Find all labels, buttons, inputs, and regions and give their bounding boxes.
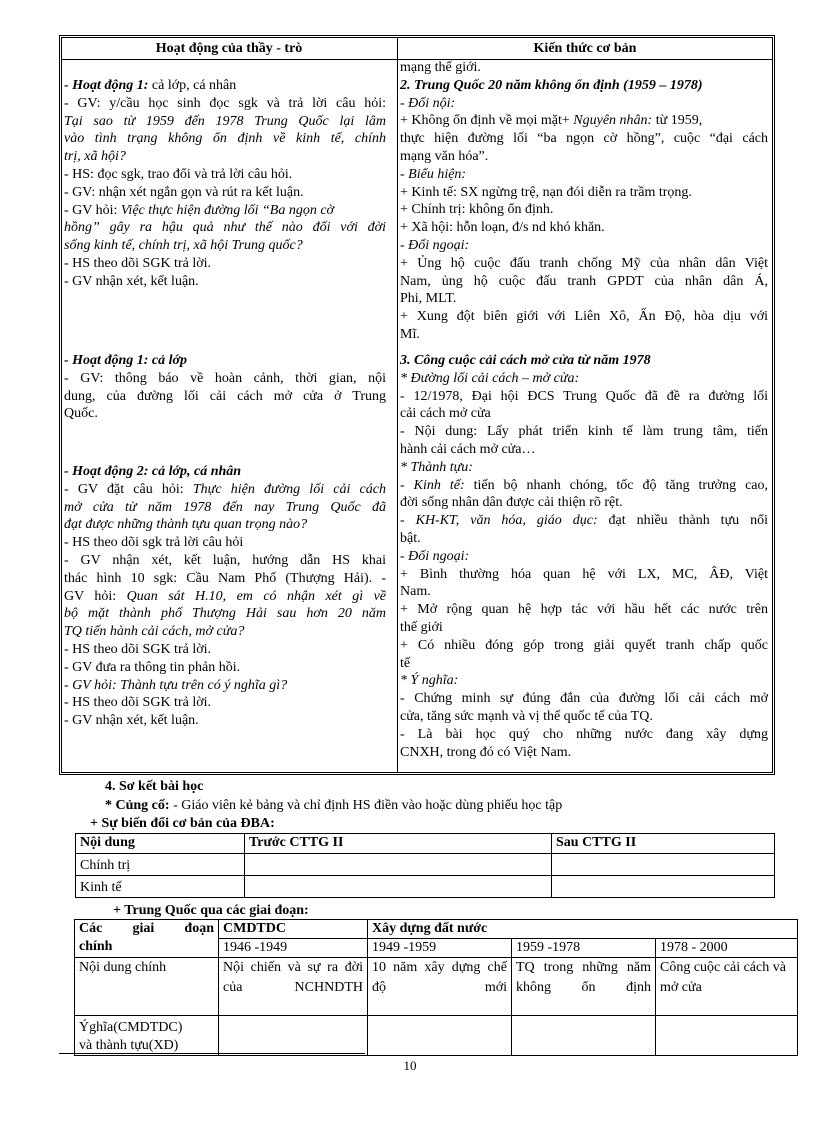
left-line: sống kinh tế, chính trị, xã hội Trung quốc? <box>64 238 303 254</box>
header-left: Hoạt động của thầy - trò <box>155 41 303 56</box>
right-line: * Đường lối cải cách – mở cửa: <box>400 370 580 386</box>
left-line: - GV đưa ra thông tin phản hồi. <box>64 659 241 675</box>
right-line: + Bình thường hóa quan hệ với LX, MC, ÂĐ, Việt <box>400 566 768 582</box>
empty-cell <box>552 854 775 876</box>
empty-cell <box>656 1016 798 1056</box>
right-line: tiến bộ nhanh chóng, tốc độ tăng trưởng cao, <box>464 477 768 493</box>
right-line: - 12/1978, Đại hội ĐCS Trung Quốc đã đề ra đường lối <box>400 388 768 404</box>
consolidate-text: - Giáo viên kẻ bảng và chỉ định HS điền vào hoặc dùng phiếu học tập <box>169 798 563 813</box>
table-row-label: Kinh tế <box>76 876 245 898</box>
table-cell-text: 10 năm xây dựng chế độ mới <box>372 960 507 995</box>
table-row-label <box>75 1016 219 1056</box>
left-line: - HS theo dõi SGK trả lời. <box>64 695 212 711</box>
right-line: tế <box>400 655 411 671</box>
period-cell: 1959 -1978 <box>512 939 656 958</box>
consolidate-line <box>105 797 562 815</box>
left-line: - GV: thông báo về hoàn cảnh, thời gian, nội <box>64 370 386 386</box>
dba-table <box>75 833 775 898</box>
table-header: Sau CTTG II <box>552 834 775 854</box>
table-cell <box>219 958 368 1016</box>
empty-cell <box>512 1016 656 1056</box>
right-line: CNXH, trong đó có Việt Nam. <box>400 744 572 760</box>
right-line: - Nội dung: Lấy phát triển kinh tế làm trung tâm, tiến <box>400 424 768 440</box>
table-header: Xây dựng đất nước <box>368 920 798 939</box>
right-line: Mĩ. <box>400 326 420 342</box>
right-line: Nguyên nhân: <box>573 113 653 129</box>
right-line: Nam, ủng hộ cuộc đấu tranh GPDT của nhân dân Á, <box>400 273 768 289</box>
left-line: đạt được những thành tựu quan trọng nào? <box>64 517 308 533</box>
left-line: trị, xã hội? <box>64 149 126 165</box>
period-cell: 1946 -1949 <box>219 939 368 958</box>
table-cell <box>512 958 656 1016</box>
right-line: - Đối ngoại: <box>400 237 470 253</box>
period-cell: 1949 -1959 <box>368 939 512 958</box>
right-line: * Thành tựu: <box>400 459 473 475</box>
right-line: - Đối nội: <box>400 95 456 111</box>
left-column-section-3 <box>64 463 386 730</box>
left-line: vào tình trạng không ổn định về kinh tế, chính <box>64 131 386 147</box>
activity-1-label: - Hoạt động 1: <box>64 78 149 93</box>
empty-cell <box>552 876 775 898</box>
left-line: - GV: nhận xét ngắn gọn và rút ra kết luận. <box>64 184 304 200</box>
left-line: - GV nhận xét, kết luận, hướng dẫn HS khai <box>64 552 386 568</box>
table-header-text: chính <box>79 939 113 954</box>
left-line: - GV nhận xét, kết luận. <box>64 713 199 729</box>
right-line: mạng văn hóa”. <box>400 148 489 164</box>
table-cell-text: TQ trong những năm không ổn định <box>516 960 651 995</box>
table-header-text: Các giai đoạn <box>79 921 214 936</box>
right-line: + Mở rộng quan hệ hợp tác với hầu hết các nước trên <box>400 602 768 618</box>
left-line: - GV đặt câu hỏi: <box>64 481 193 497</box>
left-line: - HS: đọc sgk, trao đổi và trả lời câu hỏi. <box>64 166 293 182</box>
right-line: đạt nhiều thành tựu nổi <box>597 513 768 529</box>
right-line: đời sống nhân dân được cải thiện rõ rệt. <box>400 495 623 511</box>
table2-caption: + Trung Quốc qua các giai đoạn: <box>113 903 309 918</box>
right-line: + Có nhiều đóng góp trong giải quyết tranh chấp quốc <box>400 637 768 653</box>
left-line: Tại sao từ 1959 đến 1978 Trung Quốc lại lâm <box>64 113 386 129</box>
right-column <box>400 59 768 344</box>
right-line: Phi, MLT. <box>400 291 457 307</box>
page-number: 10 <box>403 1058 417 1073</box>
right-line: thực hiện đường lối “ba ngọn cờ hồng”, cuộc “đại cách <box>400 131 768 147</box>
left-line: Quan sát H.10, em có nhận xét gì về <box>126 588 387 604</box>
china-periods-table <box>74 919 798 1056</box>
right-line: - Biểu hiện: <box>400 166 467 182</box>
table-row-label: Nội dung chính <box>75 958 219 1016</box>
left-line: dung, của đường lối cải cách mở cửa ở Trung <box>64 388 386 404</box>
empty-cell <box>245 876 552 898</box>
table-cell-text: Nội chiến và sự ra đời của NCHNDTH <box>223 960 363 995</box>
left-column-section-2 <box>64 352 386 423</box>
right-line: * Ý nghĩa: <box>400 673 459 689</box>
right-line: bật. <box>400 530 421 546</box>
right-line: + Kinh tế: SX ngừng trệ, nạn đói diễn ra trầm trọng. <box>400 184 692 200</box>
table-row-label-text: Ýghĩa(CMDTDC) <box>79 1020 183 1035</box>
table-header: Trước CTTG II <box>245 834 552 854</box>
left-line: - GV nhận xét, kết luận. <box>64 273 199 289</box>
right-line: cải cách mở cửa <box>400 406 491 422</box>
left-line: - HS theo dõi SGK trả lời. <box>64 641 212 657</box>
empty-cell <box>219 1016 368 1056</box>
right-line: mạng thế giới. <box>400 60 481 75</box>
column-divider <box>397 38 398 772</box>
left-line: - GV hỏi: <box>64 202 121 218</box>
left-line: TQ tiến hành cải cách, mở cửa? <box>64 624 245 640</box>
left-line: Việc thực hiện đường lối “Ba ngọn cờ <box>120 202 335 218</box>
table-header <box>75 920 219 958</box>
summary-heading: 4. Sơ kết bài học <box>105 779 204 794</box>
table-header: CMDTDC <box>219 920 368 939</box>
left-line: - GV: y/cầu học sinh đọc sgk và trả lời câu hỏi: <box>64 95 386 111</box>
left-column <box>64 77 386 291</box>
right-line: + Chính trị: không ổn định. <box>400 202 554 218</box>
section-2-heading: 2. Trung Quốc 20 năm không ổn định (1959 – 1978) <box>400 77 703 93</box>
right-line: - Chứng minh sự đúng đắn của đường lối cải cách mở <box>400 691 768 707</box>
right-line: thế giới <box>400 619 443 635</box>
table-row-label-text: và thành tựu(XD) <box>79 1038 179 1053</box>
right-line: - Đối ngoại: <box>400 548 470 564</box>
section-3-heading: 3. Công cuộc cải cách mở cửa từ năm 1978 <box>400 353 651 368</box>
table1-caption: + Sự biến đổi cơ bản của ĐBA: <box>90 816 275 831</box>
activity-label: - Hoạt động 2: cả lớp, cá nhân <box>64 464 242 479</box>
right-line: Nam. <box>400 584 431 600</box>
left-line: hồng” gây ra hậu quả như thế nào đối với đời <box>64 220 386 236</box>
left-line: - HS theo dõi SGK trả lời. <box>64 255 212 271</box>
empty-cell <box>245 854 552 876</box>
right-line: + Xung đột biên giới với Liên Xô, Ấn Độ, hòa dịu với <box>400 309 768 325</box>
right-line: + Không ổn định về mọi mặt+ <box>400 113 574 129</box>
right-line: + Xã hội: hỗn loạn, đ/s nd khó khăn. <box>400 220 605 236</box>
header-right: Kiến thức cơ bản <box>533 41 637 56</box>
table-row-label: Chính trị <box>76 854 245 876</box>
footer-rule <box>59 1053 365 1054</box>
right-line: từ 1959, <box>652 113 703 129</box>
table-cell <box>368 958 512 1016</box>
right-column-section-3 <box>400 352 768 761</box>
left-line: mở cửa từ năm 1978 đến nay Trung Quốc đã <box>64 499 386 515</box>
table-header: Nội dung <box>76 834 245 854</box>
left-line: - GV hỏi: Thành tựu trên có ý nghĩa gì? <box>64 677 288 693</box>
left-line: thác hình 10 sgk: Cầu Nam Phố (Thượng Hải). - <box>64 570 386 586</box>
period-cell: 1978 - 2000 <box>656 939 798 958</box>
activity-label: - Hoạt động 1: cả lớp <box>64 353 188 368</box>
left-line: - HS theo dõi sgk trả lời câu hỏi <box>64 535 244 551</box>
right-line: - Kinh tế: <box>400 477 465 493</box>
left-line: bộ mặt thành phố Thượng Hải sau hơn 20 năm <box>64 606 386 622</box>
right-line: cửa, tăng sức mạnh và vị thế quốc tế của TQ. <box>400 708 653 724</box>
left-line: Quốc. <box>64 406 98 422</box>
consolidate-label: * Củng cố: <box>105 798 170 813</box>
empty-cell <box>368 1016 512 1056</box>
right-line: - Là bài học quý cho những nước đang xây dựng <box>400 726 768 742</box>
left-line: Thực hiện đường lối cải cách <box>192 481 386 497</box>
right-line: hành cải cách mở cửa… <box>400 441 536 457</box>
activity-1-text: cả lớp, cá nhân <box>148 78 237 93</box>
table-cell: Công cuộc cải cách và mở cửa <box>656 958 798 1016</box>
right-line: + Ủng hộ cuộc đấu tranh chống Mỹ của nhân dân Việt <box>400 255 768 271</box>
left-line: GV hỏi: <box>64 588 127 604</box>
right-line: - KH-KT, văn hóa, giáo dục: <box>400 513 598 529</box>
